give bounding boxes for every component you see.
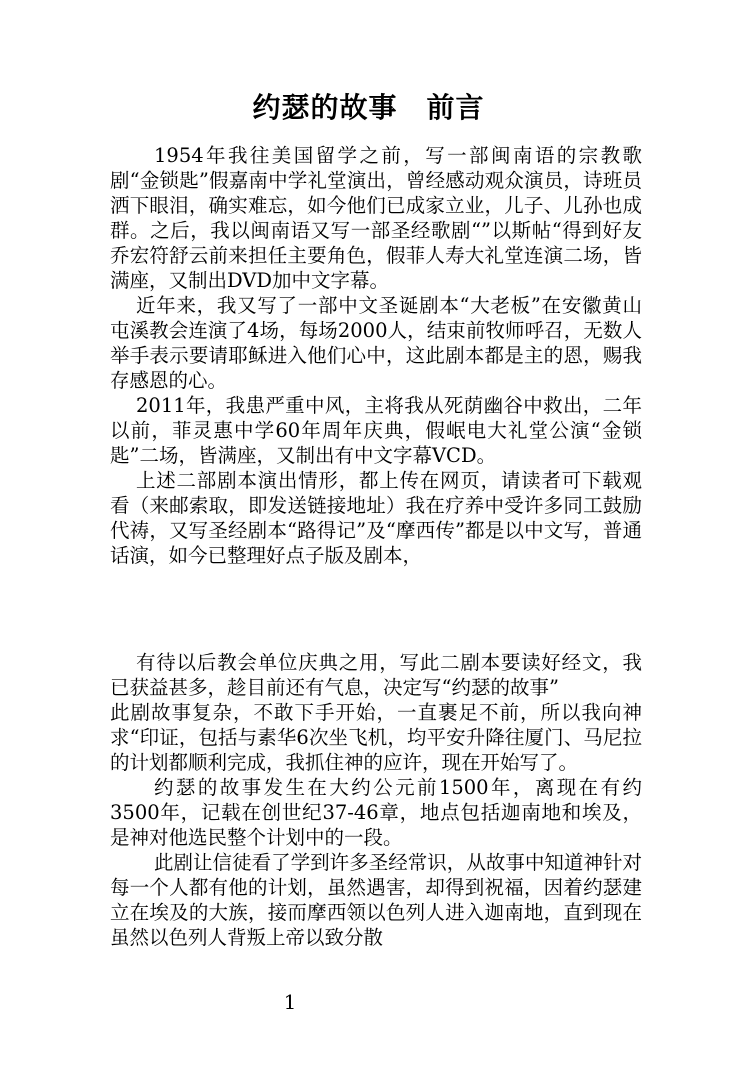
paragraph-prayer: 此剧故事复杂，不敢下手开始，一直裹足不前，所以我向神求“印证，包括与素华6次坐飞机，均平安升降往厦门、马尼拉的计划都顺利完成，我抓住神的应许，现在开始写了。 — [110, 701, 642, 774]
paragraph-story-purpose: 此剧让信徒看了学到许多圣经常识，从故事中知道神针对每一个人都有他的计划，虽然遇害，却得到祝福，因着约瑟建立在埃及的大族，接而摩西领以色列人进入迦南地，直到现在虽然以色列人背叛上帝以致分散 — [110, 851, 642, 949]
document-title: 约瑟的故事 前言 — [252, 91, 485, 124]
text-section-2 — [110, 650, 642, 950]
paragraph-christmas-play: 近年来，我又写了一部中文圣诞剧本“大老板”在安徽黄山屯溪教会连演了4场，每场2000人，结束前牧师呼召，无数人举手表示要请耶稣进入他们心中，这此剧本都是主的恩，赐我存感恩的心。 — [110, 294, 642, 392]
paragraph-stroke-recovery: 2011年，我患严重中风，主将我从死荫幽谷中救出，二年以前，菲灵惠中学60年周年庆典，假岷电大礼堂公演“金锁匙”二场，皆满座，又制出有中文字幕VCD。 — [110, 394, 642, 467]
paragraph-scripts-online: 上述二部剧本演出情形，都上传在网页，请读者可下载观看（来邮索取，即发送链接地址）我在疗养中受许多同工鼓励代祷，又写圣经剧本“路得记”及“摩西传”都是以中文写，普通话演，如今已整理好点子版及剧本， — [110, 469, 642, 567]
text-section-1 — [110, 143, 642, 568]
page-number: 1 — [283, 990, 297, 1014]
paragraph-story-setting: 约瑟的故事发生在大约公元前1500年，离现在有约3500年，记载在创世纪37-46章，地点包括迦南地和埃及，是神对他选民整个计划中的一段。 — [110, 776, 642, 849]
paragraph-opera-history: 1954年我往美国留学之前，写一部闽南语的宗教歌剧“金锁匙”假嘉南中学礼堂演出，曾经感动观众演员，诗班员洒下眼泪，确实难忘，如今他们已成家立业，儿子、儿孙也成群。之后，我以闽南语又写一部圣经歌剧“”以斯帖“得到好友乔宏符舒云前来担任主要角色，假菲人寿大礼堂连演二场，皆满座，又制出DVD加中文字幕。 — [110, 144, 642, 292]
paragraph-future-use: 有待以后教会单位庆典之用，写此二剧本要读好经文，我已获益甚多，趁目前还有气息，决定写“约瑟的故事” — [110, 651, 642, 699]
